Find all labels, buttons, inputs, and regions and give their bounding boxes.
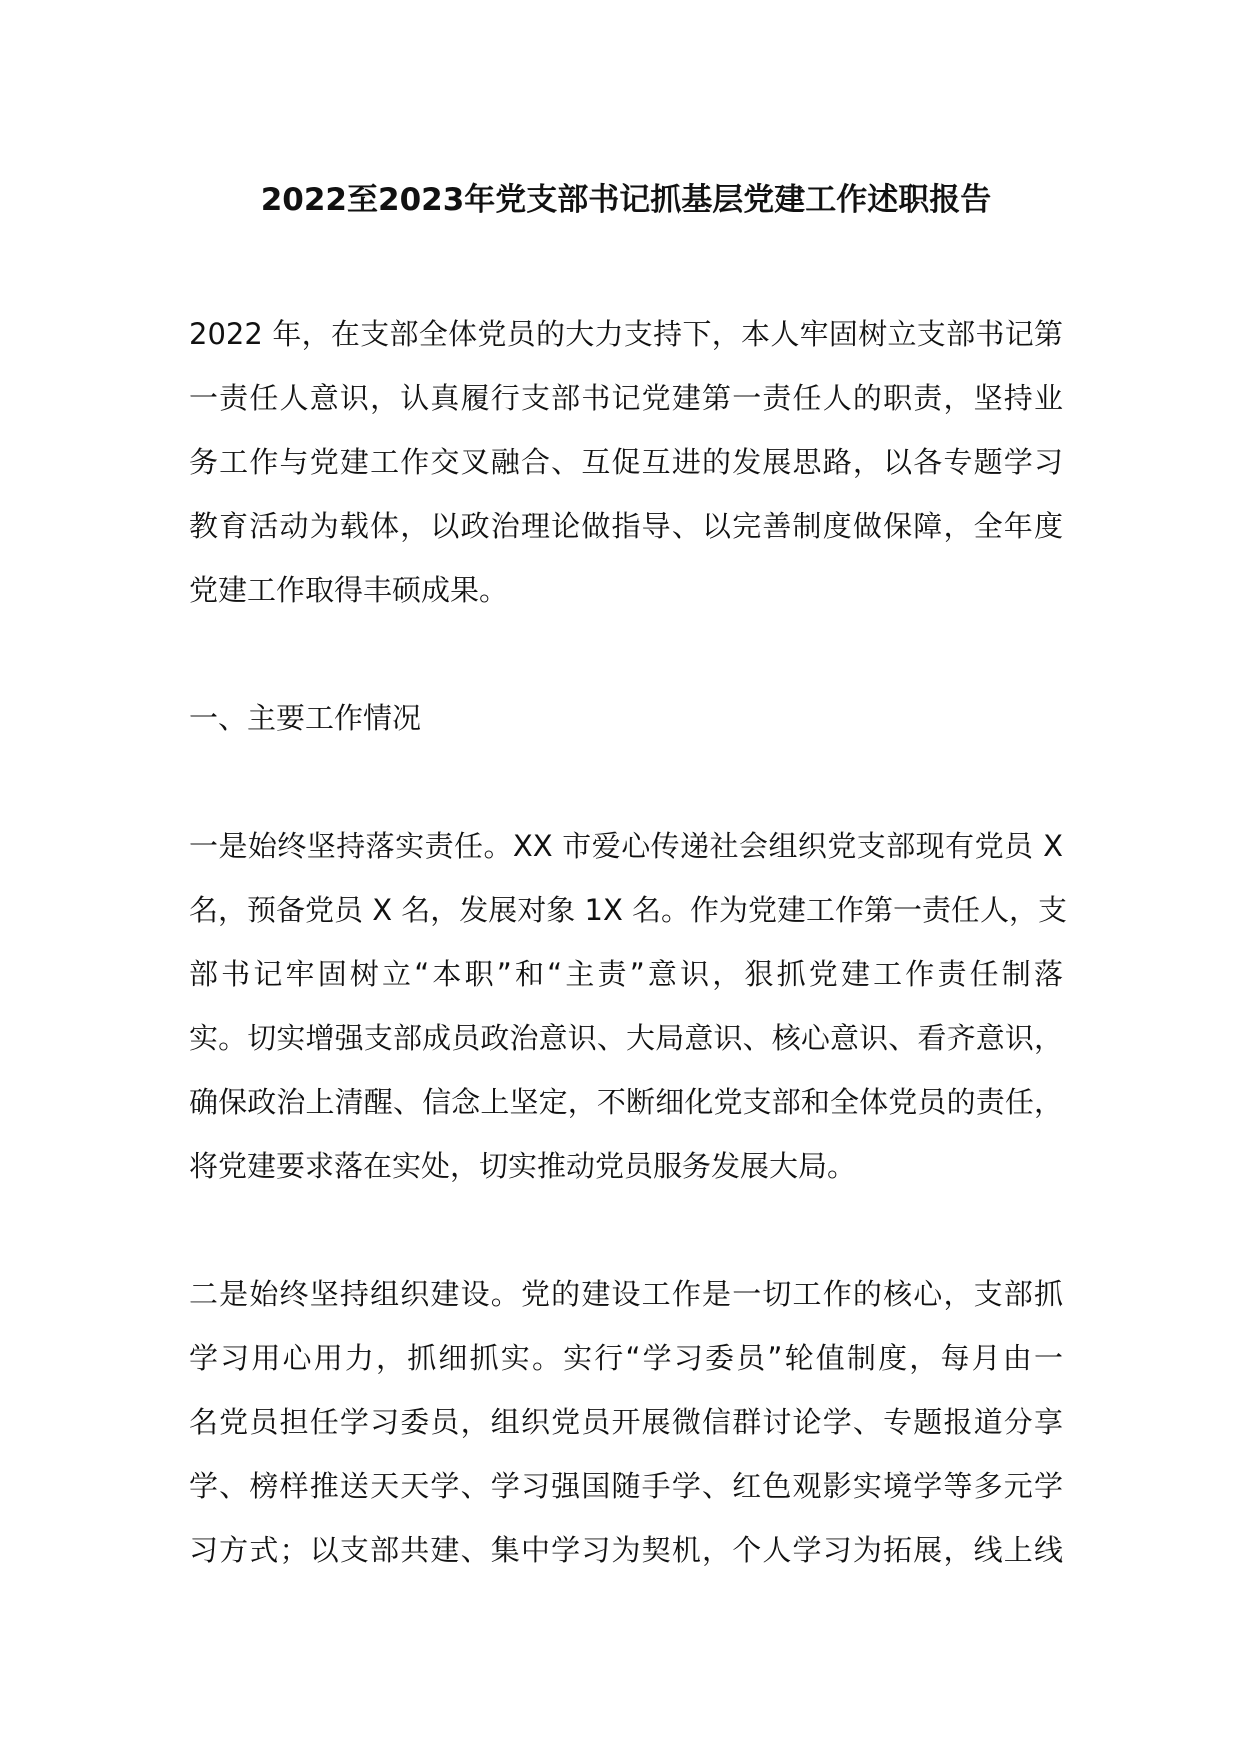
paragraph-gap [189, 1198, 1063, 1262]
text-line: 实。切实增强支部成员政治意识、大局意识、核心意识、看齐意识， [189, 1021, 1063, 1055]
text-line: 一、主要工作情况 [189, 701, 422, 735]
document-title: 2022至2023年党支部书记抓基层党建工作述职报告 [260, 182, 992, 218]
text-line: 名党员担任学习委员，组织党员开展微信群讨论学、专题报道分享 [189, 1405, 1063, 1439]
text-line: 确保政治上清醒、信念上坚定，不断细化党支部和全体党员的责任， [189, 1085, 1063, 1119]
paragraph [189, 1262, 1063, 1582]
document-body [189, 302, 1068, 1582]
text-line: 部书记牢固树立“本职”和“主责”意识，狠抓党建工作责任制落 [189, 957, 1063, 991]
text-line: 一责任人意识，认真履行支部书记党建第一责任人的职责，坚持业 [189, 381, 1063, 415]
paragraph [189, 814, 1068, 1198]
text-line: 将党建要求落在实处，切实推动党员服务发展大局。 [189, 1149, 857, 1183]
text-line: 学、榜样推送天天学、学习强国随手学、红色观影实境学等多元学 [189, 1469, 1063, 1503]
text-line: 教育活动为载体，以政治理论做指导、以完善制度做保障，全年度 [189, 509, 1063, 543]
paragraph [189, 302, 1063, 622]
paragraph-gap [189, 750, 1063, 814]
text-line: 2022 年，在支部全体党员的大力支持下，本人牢固树立支部书记第 [189, 317, 1063, 351]
text-line: 党建工作取得丰硕成果。 [189, 573, 509, 607]
text-line: 习方式；以支部共建、集中学习为契机，个人学习为拓展，线上线 [189, 1533, 1063, 1567]
document-page [189, 168, 1068, 1582]
text-line: 务工作与党建工作交叉融合、互促互进的发展思路，以各专题学习 [189, 445, 1063, 479]
text-line: 名，预备党员 X 名，发展对象 1X 名。作为党建工作第一责任人，支 [189, 893, 1068, 927]
text-line: 一是始终坚持落实责任。XX 市爱心传递社会组织党支部现有党员 X [189, 829, 1063, 863]
paragraph-gap [189, 622, 1063, 686]
text-line: 二是始终坚持组织建设。党的建设工作是一切工作的核心，支部抓 [189, 1277, 1063, 1311]
text-line: 学习用心用力，抓细抓实。实行“学习委员”轮值制度，每月由一 [189, 1341, 1063, 1375]
section-heading [189, 686, 1063, 750]
